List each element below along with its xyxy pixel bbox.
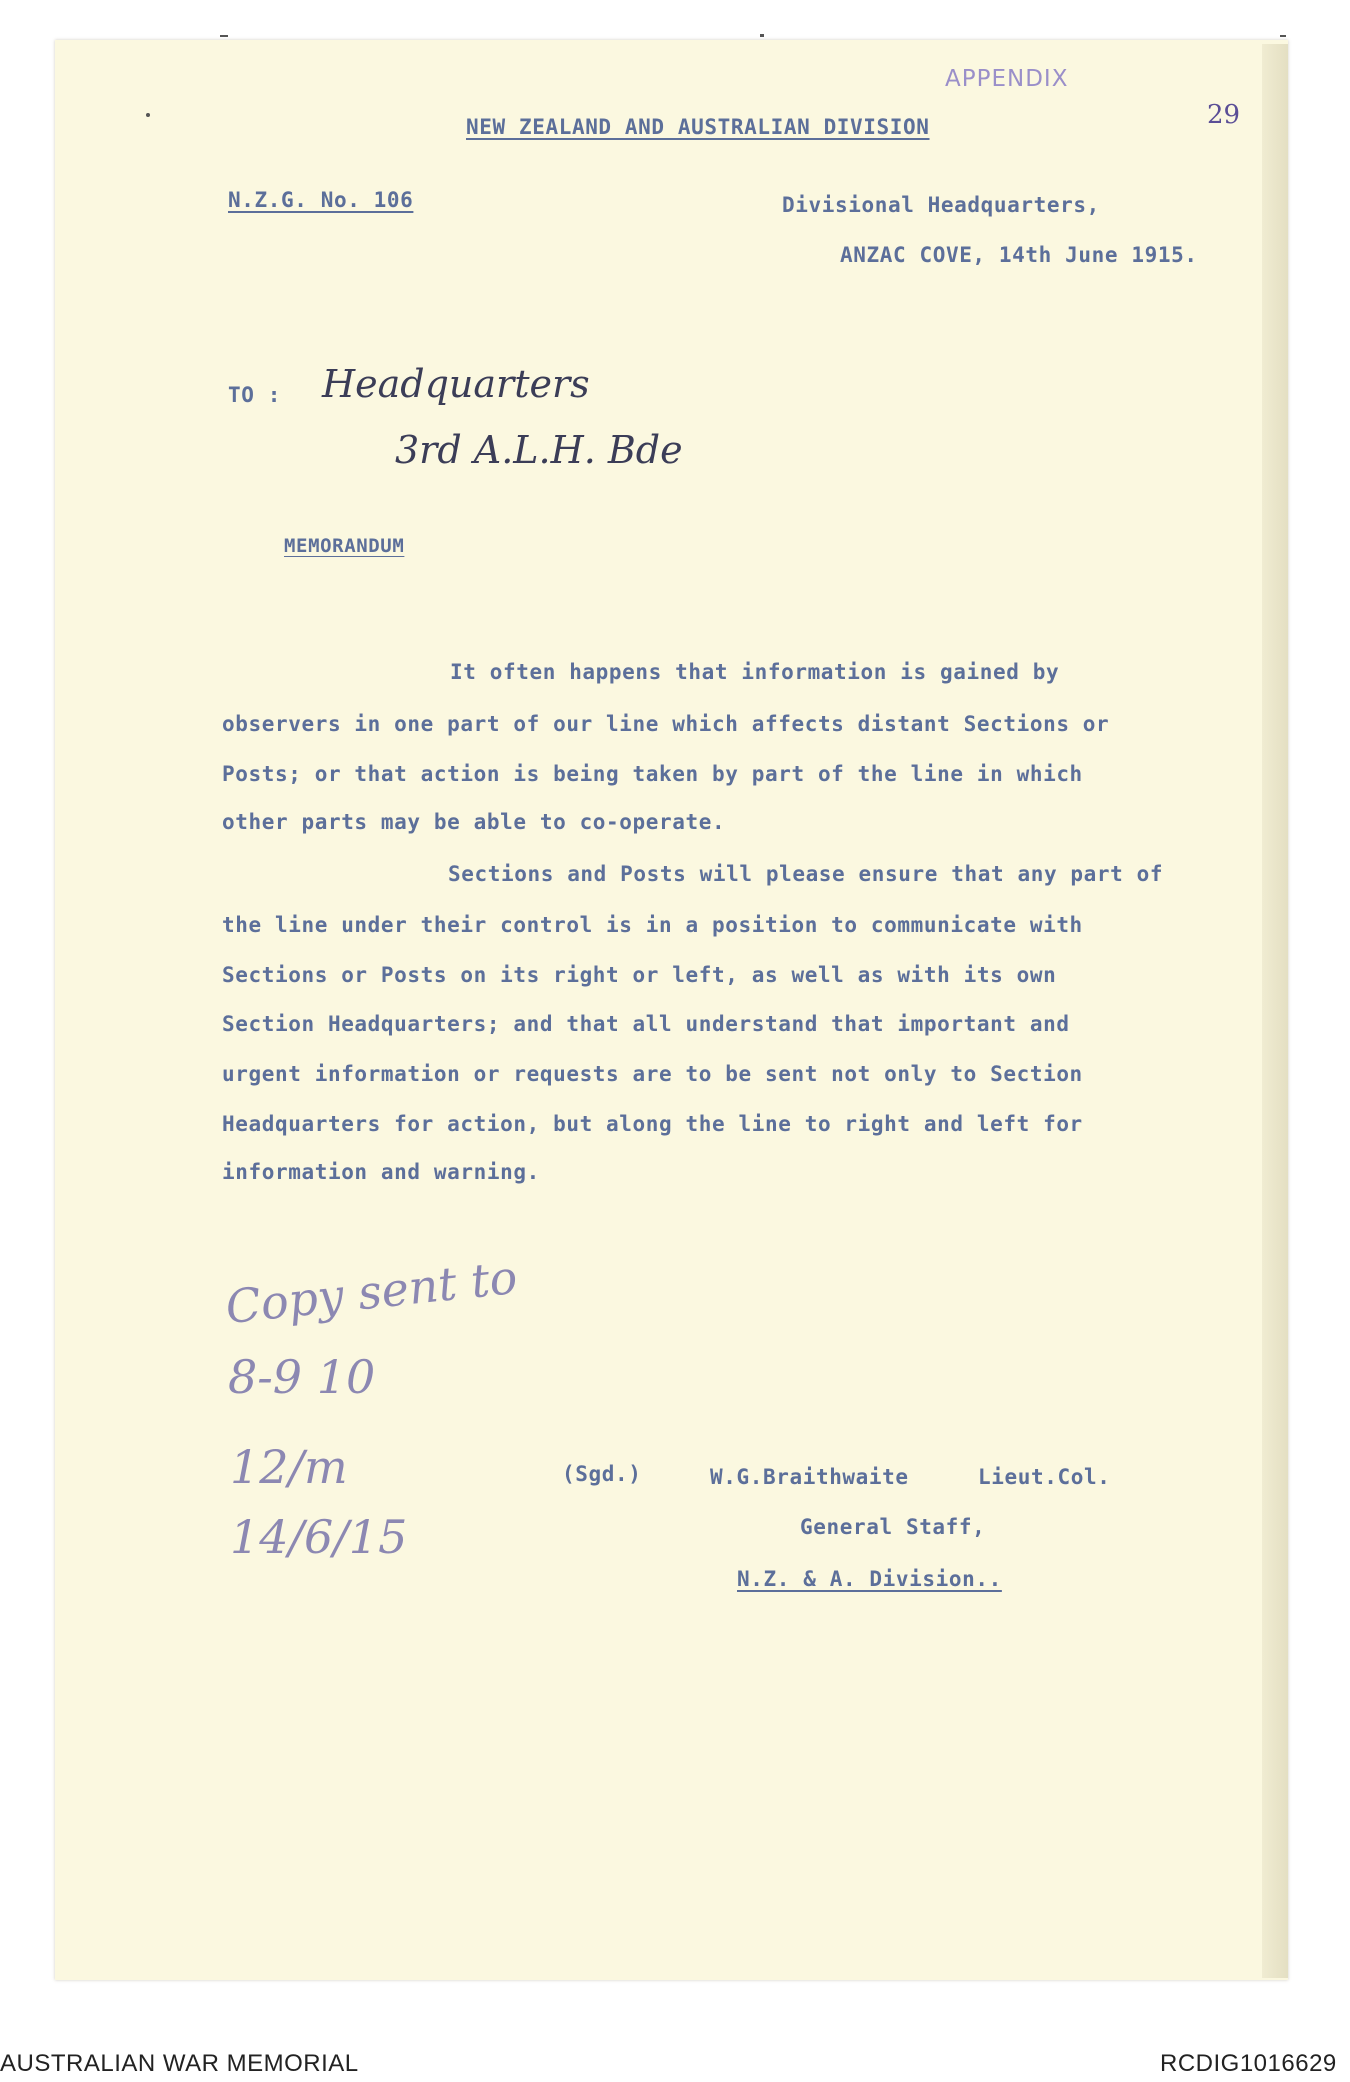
division-title: NEW ZEALAND AND AUSTRALIAN DIVISION xyxy=(466,115,930,139)
body-line: Section Headquarters; and that all understand that important and xyxy=(222,1012,1070,1036)
body-line: urgent information or requests are to be sent not only to Section xyxy=(222,1062,1083,1086)
signatory-unit: N.Z. & A. Division.. xyxy=(737,1567,1002,1591)
body-line: Sections or Posts on its right or left, as well as with its own xyxy=(222,963,1057,987)
document-sheet xyxy=(55,40,1288,1980)
body-line: Sections and Posts will please ensure that any part of xyxy=(448,862,1164,886)
folio-number: 29 xyxy=(1207,100,1241,130)
body-line: Posts; or that action is being taken by part of the line in which xyxy=(222,762,1083,786)
sheet-edge xyxy=(1262,44,1288,1978)
margin-note-line1: Copy sent to xyxy=(222,1249,520,1335)
margin-note-line3: 12/m xyxy=(230,1440,348,1494)
scan-mark xyxy=(760,34,764,37)
origin-place-date: ANZAC COVE, 14th June 1915. xyxy=(840,243,1198,267)
scan-mark xyxy=(146,113,150,117)
footer-institution: AUSTRALIAN WAR MEMORIAL xyxy=(0,2050,359,2077)
origin-headquarters: Divisional Headquarters, xyxy=(782,193,1100,217)
body-line: the line under their control is in a position to communicate with xyxy=(222,913,1083,937)
body-line: observers in one part of our line which affects distant Sections or xyxy=(222,712,1110,736)
body-line: other parts may be able to co-operate. xyxy=(222,810,726,834)
body-line: It often happens that information is gained by xyxy=(450,660,1060,684)
reference-number: N.Z.G. No. 106 xyxy=(228,188,414,212)
signatory-rank: Lieut.Col. xyxy=(978,1465,1111,1489)
signatory-name: W.G.Braithwaite xyxy=(710,1465,909,1489)
footer-item-id: RCDIG1016629 xyxy=(1160,2050,1337,2077)
to-label: TO : xyxy=(228,383,281,407)
addressee-line2: 3rd A.L.H. Bde xyxy=(395,428,683,472)
memorandum-label: MEMORANDUM xyxy=(284,535,405,557)
body-line: Headquarters for action, but along the line to right and left for xyxy=(222,1112,1083,1136)
margin-note-line4: 14/6/15 xyxy=(230,1510,408,1564)
signed-label: (Sgd.) xyxy=(562,1462,642,1486)
margin-note-line2: 8-9 10 xyxy=(228,1350,376,1404)
addressee-line1: Headquarters xyxy=(322,362,590,406)
scan-mark xyxy=(220,35,228,37)
appendix-stamp: APPENDIX xyxy=(945,66,1069,92)
signatory-role: General Staff, xyxy=(800,1515,986,1539)
body-line: information and warning. xyxy=(222,1160,540,1184)
scan-mark xyxy=(1280,35,1286,37)
